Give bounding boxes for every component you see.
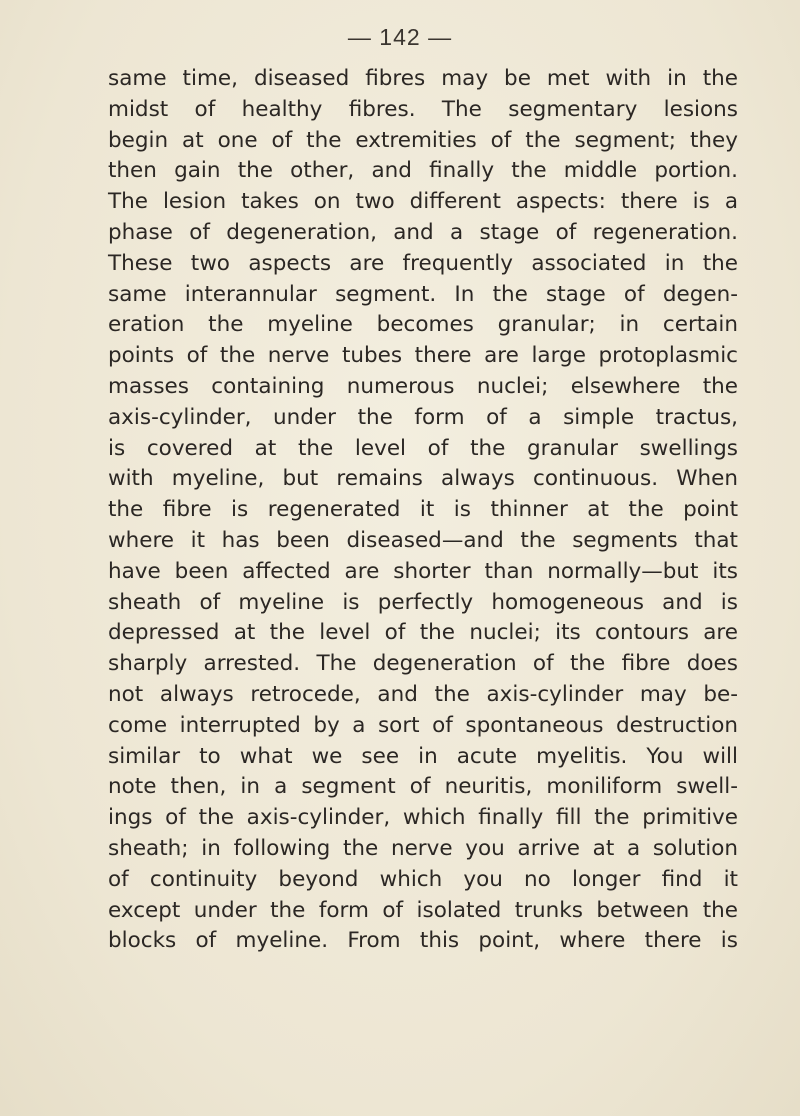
text-line: similar to what we see in acute myelitis. You will (108, 743, 738, 769)
text-line: points of the nerve tubes there are large protoplasmic (108, 343, 738, 369)
body-text (108, 64, 738, 957)
text-line: sheath of myeline is perfectly homogeneous and is (108, 589, 738, 615)
text-line: axis-cylinder, under the form of a simple tractus, (108, 404, 738, 430)
text-line: the fibre is regenerated it is thinner at the point (108, 497, 738, 523)
text-line: of continuity beyond which you no longer find it (108, 866, 738, 892)
text-line: with myeline, but remains always continuous. When (108, 466, 738, 492)
text-line: is covered at the level of the granular swellings (108, 435, 738, 461)
text-line: ings of the axis-cylinder, which finally fill the primitive (108, 805, 738, 831)
text-line: masses containing numerous nuclei; elsewhere the (108, 373, 738, 399)
text-line: eration the myeline becomes granular; in certain (108, 312, 738, 338)
text-line: depressed at the level of the nuclei; its contours are (108, 620, 738, 646)
text-line: then gain the other, and finally the middle portion. (108, 158, 738, 184)
text-line: sharply arrested. The degeneration of the fibre does (108, 651, 738, 677)
text-line: have been affected are shorter than normally—but its (108, 558, 738, 584)
text-line: The lesion takes on two different aspects: there is a (108, 189, 738, 215)
text-line: same time, diseased fibres may be met with in the (108, 66, 738, 91)
text-line: not always retrocede, and the axis-cylinder may be- (108, 681, 738, 707)
page-number: — 142 — (347, 24, 453, 50)
text-line: begin at one of the extremities of the segment; they (108, 127, 738, 153)
text-line: phase of degeneration, and a stage of regeneration. (108, 219, 738, 245)
text-line: where it has been diseased—and the segments that (108, 527, 738, 553)
text-line: blocks of myeline. From this point, where there is (108, 928, 738, 954)
text-line: except under the form of isolated trunks between the (108, 897, 738, 923)
text-line: come interrupted by a sort of spontaneous destruction (108, 712, 738, 738)
text-line: midst of healthy fibres. The segmentary lesions (108, 96, 738, 122)
text-line: sheath; in following the nerve you arrive at a solution (108, 835, 738, 861)
text-line: same interannular segment. In the stage of degen- (108, 281, 738, 307)
text-line: These two aspects are frequently associated in the (108, 250, 738, 276)
text-line: note then, in a segment of neuritis, moniliform swell- (108, 774, 738, 800)
